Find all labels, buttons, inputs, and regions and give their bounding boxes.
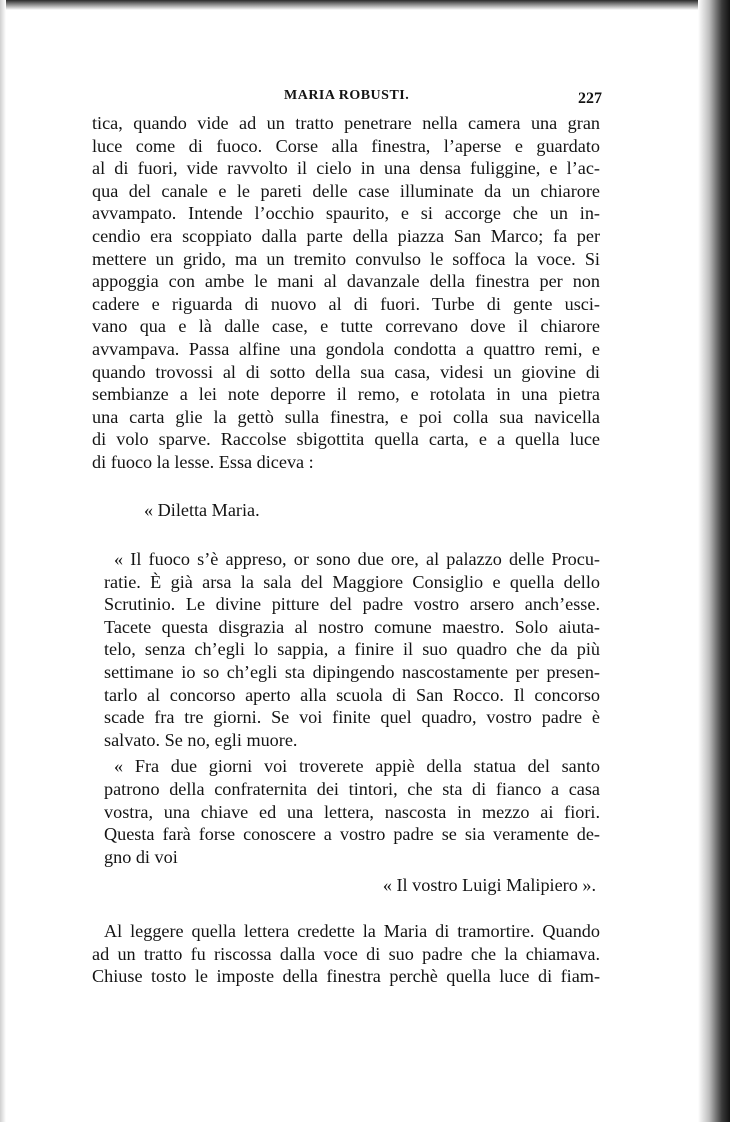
- page-content: [92, 88, 600, 988]
- text-line: ad un tratto fu riscossa dalla voce di suo padre che la chiamava.: [92, 943, 600, 964]
- text-line: vano qua e là dalle case, e tutte correvano dove il chiarore: [92, 316, 600, 337]
- book-binding-shadow: [698, 0, 730, 1122]
- text-line: una carta glie la gettò sulla finestra, e poi colla sua navicella: [92, 406, 600, 427]
- text-line: cendio era scoppiato dalla parte della piazza San Marco; fa per: [92, 225, 600, 246]
- text-line: Scrutinio. Le divine pitture del padre vostro arsero anch’esse.: [104, 594, 600, 615]
- text-line: « Il fuoco s’è appreso, or sono due ore, al palazzo delle Procu-: [114, 549, 600, 570]
- paragraph-narrative-2: [92, 920, 600, 988]
- text-line: cadere e riguarda di nuovo al di fuori. Turbe di gente usci-: [92, 293, 600, 314]
- text-line: « Fra due giorni voi troverete appiè della statua del santo: [114, 756, 600, 777]
- text-line: vostra, una chiave ed una lettera, nascosta in mezzo ai fiori.: [104, 801, 600, 822]
- text-line: scade fra tre giorni. Se voi finite quel quadro, vostro padre è: [104, 707, 600, 728]
- text-line: quando trovossi al di sotto della sua casa, videsi un giovine di: [92, 361, 600, 382]
- text-line: ratie. È già arsa la sala del Maggiore Consiglio e quella dello: [104, 571, 600, 592]
- letter-paragraph-1: [92, 548, 600, 751]
- text-line: settimane io so ch’egli sta dipingendo nascostamente per presen-: [104, 662, 600, 683]
- text-line: patrono della confraternita dei tintori, che sta di fianco a casa: [104, 779, 600, 800]
- text-line: appoggia con ambe le mani al davanzale della finestra per non: [92, 271, 600, 292]
- letter-salutation: « Diletta Maria.: [144, 499, 260, 520]
- page-edge-shadow-left: [0, 0, 6, 1122]
- text-line: gno di voi: [104, 846, 178, 867]
- page-edge-shadow-top: [0, 0, 730, 10]
- text-line: luce come di fuoco. Corse alla finestra, l’aperse e guardato: [92, 135, 600, 156]
- text-line: tica, quando vide ad un tratto penetrare nella camera una gran: [92, 113, 600, 133]
- text-line: qua del canale e le pareti delle case illuminate da un chiarore: [92, 180, 600, 201]
- text-line: mettere un grido, ma un tremito convulso le soffoca la voce. Si: [92, 248, 600, 269]
- text-line: Questa farà forse conoscere a vostro padre se sia veramente de-: [104, 824, 600, 845]
- text-line: di volo sparve. Raccolse sbigottita quella carta, e a quella luce: [92, 429, 600, 450]
- text-line: sembianze a lei note deporre il remo, e rotolata in una pietra: [92, 384, 600, 405]
- text-line: salvato. Se no, egli muore.: [104, 729, 298, 750]
- running-title: MARIA ROBUSTI.: [284, 88, 410, 103]
- text-line: al di fuori, vide ravvolto il cielo in una densa fuliggine, e l’ac-: [92, 158, 600, 179]
- letter-signature: « Il vostro Luigi Malipiero ».: [382, 875, 596, 896]
- text-line: avvampava. Passa alfine una gondola condotta a quattro remi, e: [92, 338, 600, 359]
- text-line: avvampato. Intende l’occhio spaurito, e si accorge che un in-: [92, 203, 600, 224]
- letter-paragraph-2: [92, 755, 600, 868]
- text-line: Al leggere quella lettera credette la Maria di tramortire. Quando: [104, 921, 600, 941]
- paragraph-narrative-1: [92, 112, 600, 474]
- text-line: Chiuse tosto le imposte della finestra perchè quella luce di fiam-: [92, 966, 600, 987]
- text-line: di fuoco la lesse. Essa diceva :: [92, 451, 314, 472]
- text-line: telo, senza ch’egli lo sappia, a finire il suo quadro che da più: [104, 639, 600, 660]
- page-number: 227: [578, 90, 602, 107]
- running-head: [92, 88, 600, 112]
- text-line: tarlo al concorso aperto alla scuola di San Rocco. Il concorso: [104, 684, 600, 705]
- text-line: Tacete questa disgrazia al nostro comune maestro. Solo aiuta-: [104, 616, 600, 637]
